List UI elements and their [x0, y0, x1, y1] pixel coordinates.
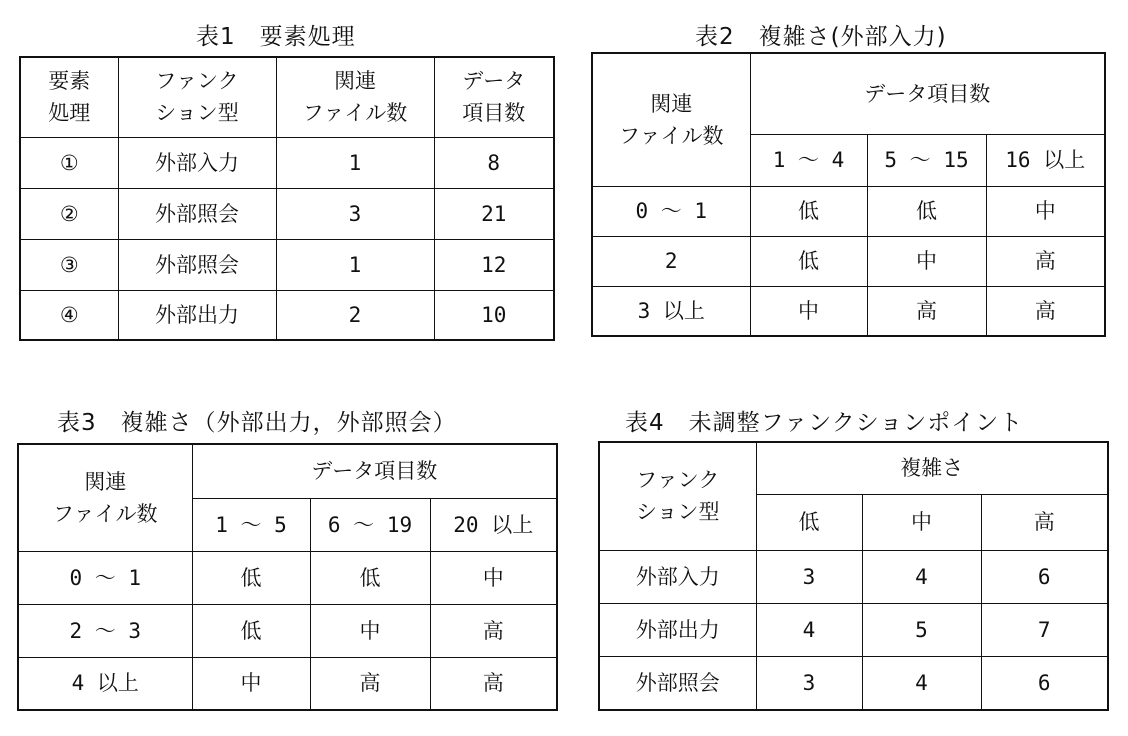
table3-column-header: 20 以上 — [430, 498, 557, 551]
table3-row-header: 関連 ファイル数 — [18, 444, 192, 551]
table1-header-cell: 要素 処理 — [20, 57, 118, 137]
table2-column-group-header: データ項目数 — [750, 53, 1105, 134]
table-cell: 6 — [981, 656, 1108, 710]
table1-header-cell: ファンク ション型 — [118, 57, 276, 137]
table-cell: 7 — [981, 603, 1108, 656]
table-cell: 外部照会 — [118, 188, 276, 239]
table-cell: 高 — [430, 657, 557, 710]
row-label: 外部照会 — [599, 656, 756, 710]
table-cell: 低 — [310, 551, 430, 604]
table-cell: 高 — [986, 236, 1105, 286]
table-cell: 中 — [310, 604, 430, 657]
table4-column-header: 高 — [981, 494, 1108, 550]
table-cell: 4 — [862, 656, 981, 710]
table-cell: 中 — [867, 236, 986, 286]
table-cell: ① — [20, 137, 118, 188]
table4-row-header: ファンク ション型 — [599, 442, 756, 550]
table-row — [20, 137, 554, 188]
row-label: 0 ～ 1 — [592, 186, 750, 236]
table-row — [18, 551, 557, 604]
table-cell: 外部入力 — [118, 137, 276, 188]
table-cell: 高 — [310, 657, 430, 710]
row-label: 2 ～ 3 — [18, 604, 192, 657]
table-row — [592, 286, 1105, 336]
table-row — [20, 239, 554, 290]
row-label: 4 以上 — [18, 657, 192, 710]
table-row — [599, 550, 1108, 603]
table-cell: 3 — [756, 550, 862, 603]
table-row — [599, 603, 1108, 656]
table-cell: 4 — [862, 550, 981, 603]
table-cell: 低 — [192, 551, 310, 604]
table3 — [17, 443, 558, 711]
table2-column-header: 16 以上 — [986, 134, 1105, 186]
table-row — [18, 604, 557, 657]
table-cell: 3 — [756, 656, 862, 710]
table-cell: 低 — [750, 236, 867, 286]
table2-column-header: 1 ～ 4 — [750, 134, 867, 186]
row-label: 2 — [592, 236, 750, 286]
table-cell: 5 — [862, 603, 981, 656]
table-cell: ④ — [20, 290, 118, 340]
table4-column-header: 低 — [756, 494, 862, 550]
table-cell: ③ — [20, 239, 118, 290]
table-cell: 1 — [276, 239, 434, 290]
table-row — [592, 186, 1105, 236]
table-row — [592, 236, 1105, 286]
table-cell: 外部照会 — [118, 239, 276, 290]
table-cell: 21 — [434, 188, 554, 239]
table-cell: 12 — [434, 239, 554, 290]
table-row — [18, 657, 557, 710]
table1-header-cell: データ 項目数 — [434, 57, 554, 137]
table1-caption: 表1 要素処理 — [196, 24, 356, 50]
table-cell: 2 — [276, 290, 434, 340]
table-cell: 低 — [750, 186, 867, 236]
row-label: 外部出力 — [599, 603, 756, 656]
table-row — [599, 656, 1108, 710]
table3-column-header: 6 ～ 19 — [310, 498, 430, 551]
table-cell: 4 — [756, 603, 862, 656]
table-cell: 中 — [430, 551, 557, 604]
table3-caption: 表3 複雑さ（外部出力，外部照会） — [57, 410, 457, 436]
table-cell: 中 — [986, 186, 1105, 236]
table2-caption: 表2 複雑さ(外部入力) — [695, 24, 947, 50]
table-cell: 高 — [430, 604, 557, 657]
row-label: 0 ～ 1 — [18, 551, 192, 604]
table3-column-group-header: データ項目数 — [192, 444, 557, 498]
table1 — [19, 56, 555, 341]
table-row — [20, 290, 554, 340]
table4-column-group-header: 複雑さ — [756, 442, 1108, 494]
table-cell: 中 — [192, 657, 310, 710]
table4-caption: 表4 未調整ファンクションポイント — [625, 410, 1024, 436]
table-cell: 外部出力 — [118, 290, 276, 340]
table2-row-header: 関連 ファイル数 — [592, 53, 750, 186]
table-cell: 3 — [276, 188, 434, 239]
table-cell: 低 — [867, 186, 986, 236]
table3-column-header: 1 ～ 5 — [192, 498, 310, 551]
table-row — [20, 188, 554, 239]
table2 — [591, 52, 1106, 337]
row-label: 外部入力 — [599, 550, 756, 603]
table-cell: 6 — [981, 550, 1108, 603]
table4 — [598, 441, 1109, 711]
table-cell: 中 — [750, 286, 867, 336]
table-cell: 8 — [434, 137, 554, 188]
table-cell: 10 — [434, 290, 554, 340]
table1-header-cell: 関連 ファイル数 — [276, 57, 434, 137]
table-cell: 低 — [192, 604, 310, 657]
table-cell: ② — [20, 188, 118, 239]
table-cell: 高 — [986, 286, 1105, 336]
table4-column-header: 中 — [862, 494, 981, 550]
row-label: 3 以上 — [592, 286, 750, 336]
table-cell: 1 — [276, 137, 434, 188]
table2-column-header: 5 ～ 15 — [867, 134, 986, 186]
table-cell: 高 — [867, 286, 986, 336]
